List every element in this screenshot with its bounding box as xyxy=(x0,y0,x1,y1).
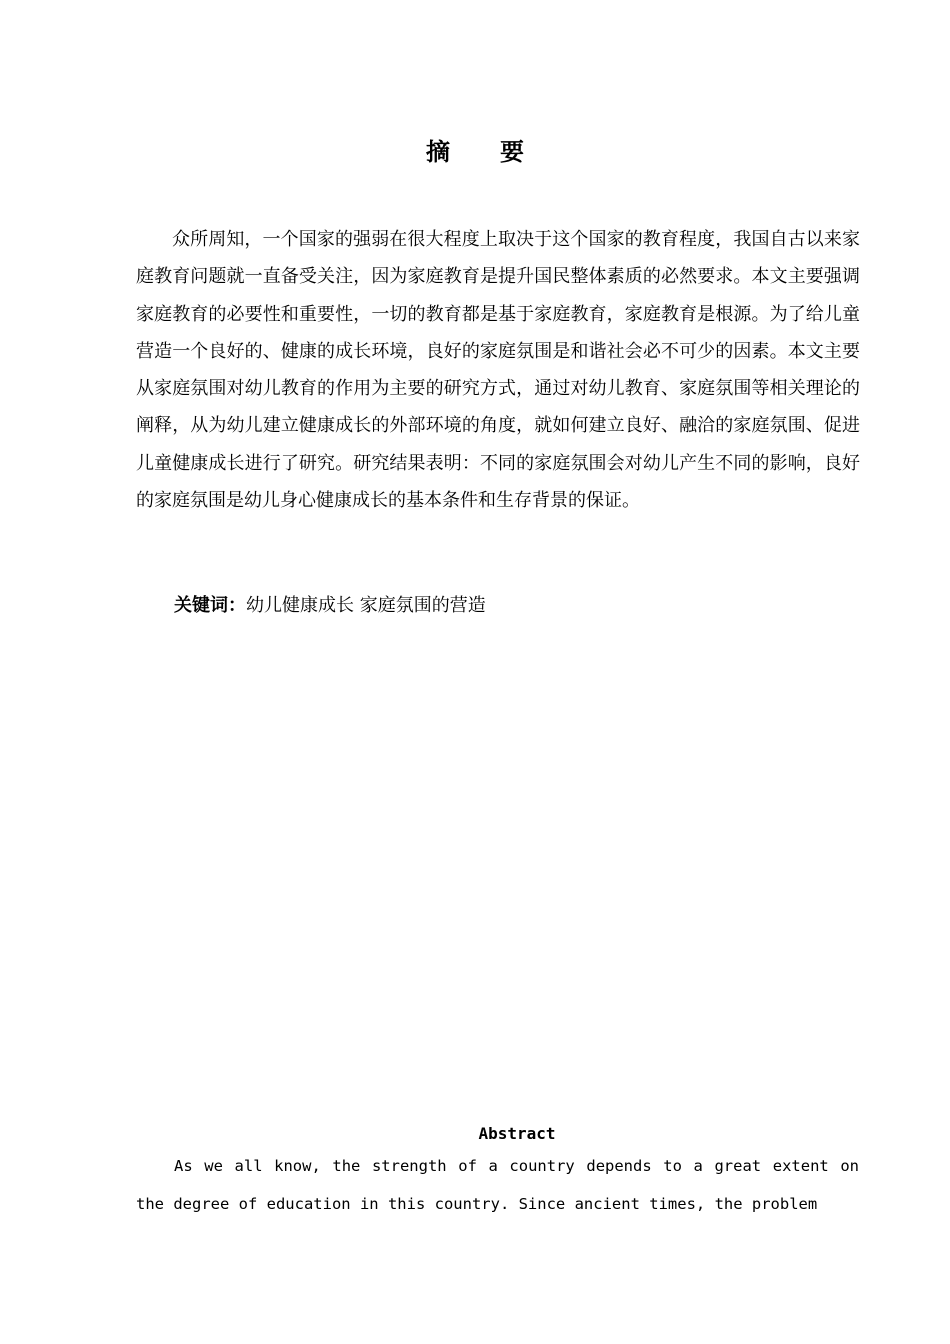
english-abstract-body: As we all know, the strength of a country depends to a great extent on the degree of education in this country. Since ancient times, the problem xyxy=(136,1157,859,1213)
chinese-abstract-title xyxy=(0,132,950,167)
keywords-line xyxy=(174,590,486,622)
english-abstract-title: Abstract xyxy=(478,1124,556,1143)
title-char-2: 要 xyxy=(500,138,524,166)
title-char-1: 摘 xyxy=(426,138,450,166)
chinese-abstract-body: 众所周知，一个国家的强弱在很大程度上取决于这个国家的教育程度，我国自古以来家庭教育问题就一直备受关注，因为家庭教育是提升国民整体素质的必然要求。本文主要强调家庭教育的必要性和重要性，一切的教育都是基于家庭教育，家庭教育是根源。为了给儿童营造一个良好的、健康的成长环境，良好的家庭氛围是和谐社会必不可少的因素。本文主要从家庭氛围对幼儿教育的作用为主要的研究方式，通过对幼儿教育、家庭氛围等相关理论的阐释，从为幼儿建立健康成长的外部环境的角度，就如何建立良好、融洽的家庭氛围、促进儿童健康成长进行了研究。研究结果表明：不同的家庭氛围会对幼儿产生不同的影响，良好的家庭氛围是幼儿身心健康成长的基本条件和生存背景的保证。 xyxy=(136,229,860,512)
keywords-label: 关键词： xyxy=(174,595,246,616)
keywords-text: 幼儿健康成长 家庭氛围的营造 xyxy=(246,595,486,616)
